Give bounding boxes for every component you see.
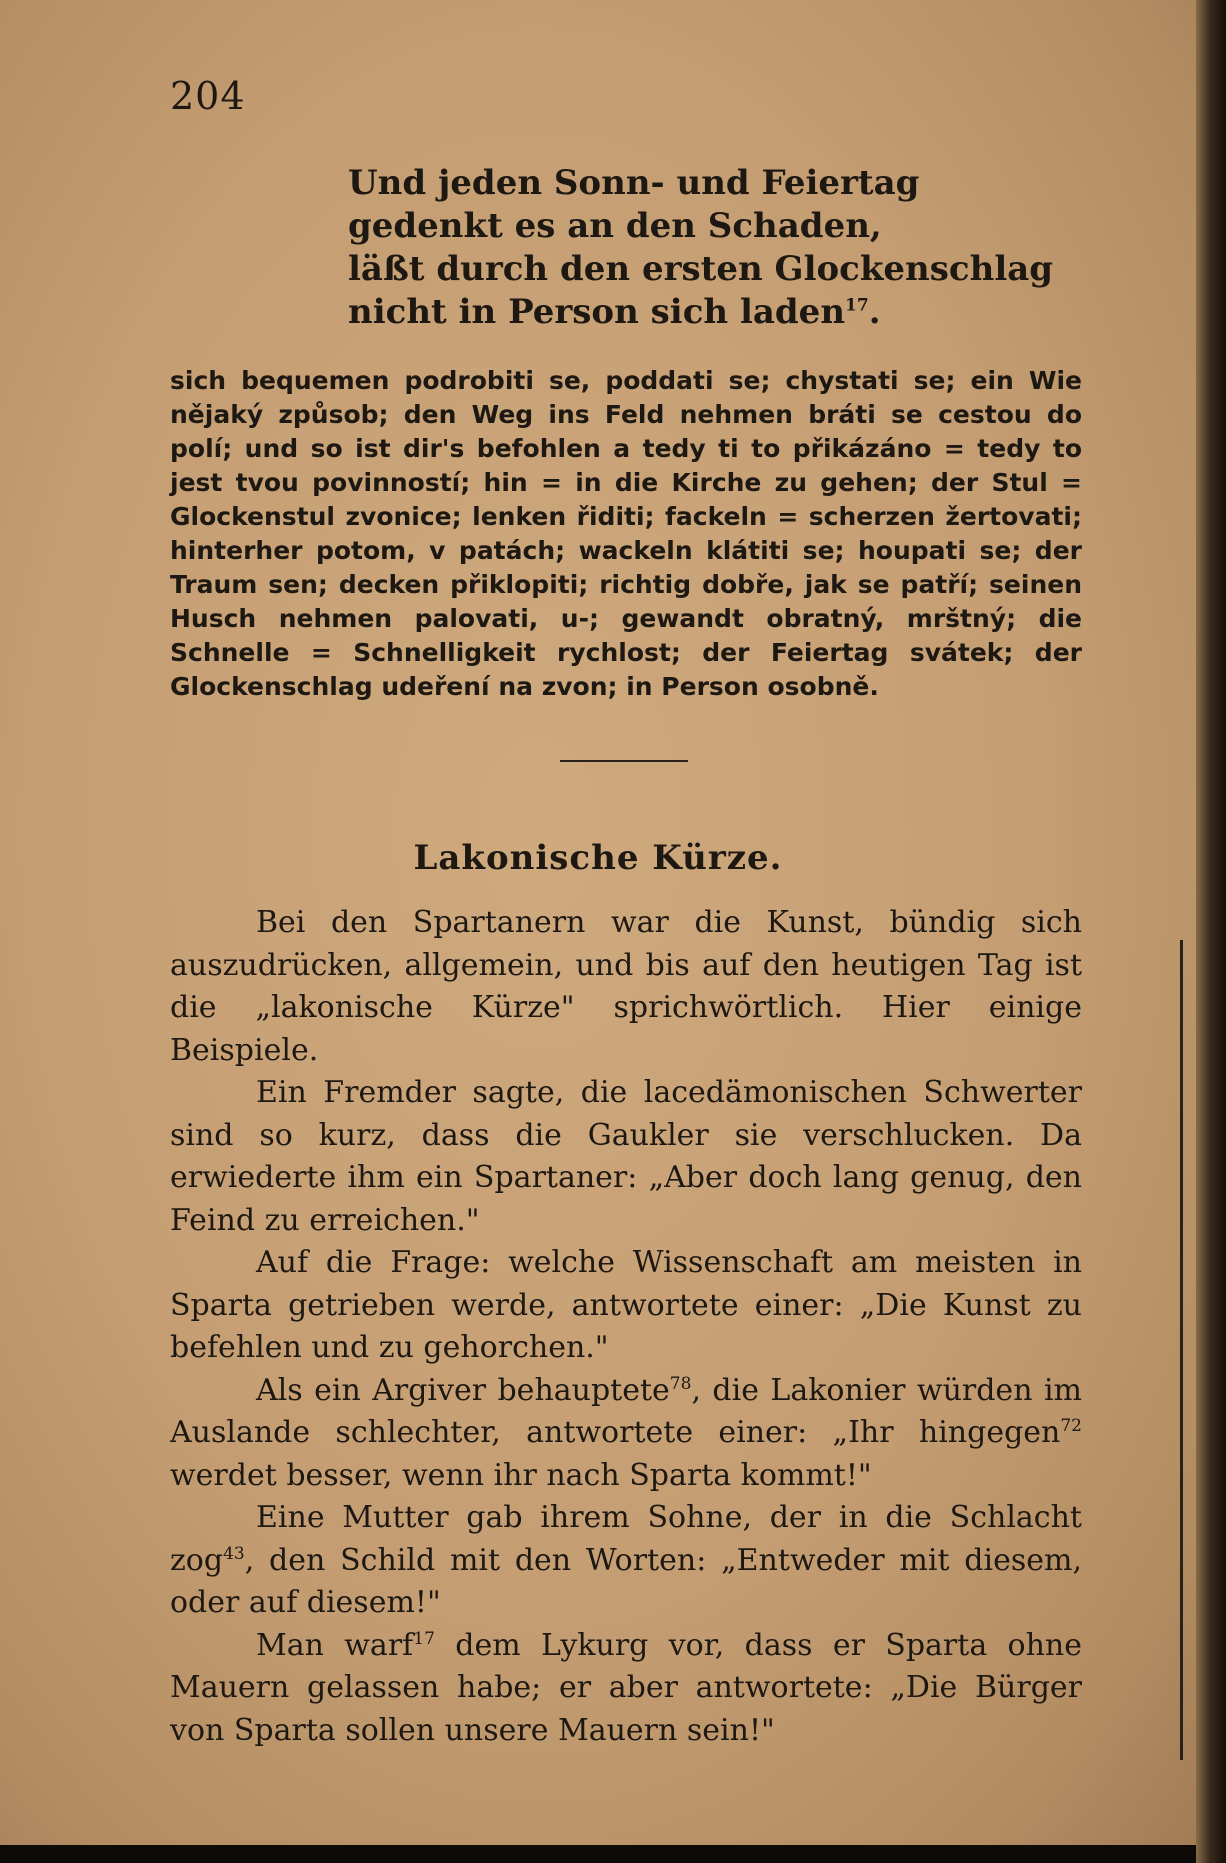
verse-line-4-text: nicht in Person sich laden (348, 292, 846, 332)
prose-body (170, 902, 1082, 1752)
paragraph-1 (170, 902, 1082, 1072)
paragraph-text: dem Lykurg vor, dass er Sparta ohne Mauern gelassen habe; er aber antwortete: „Die Bürger von Sparta sollen unsere Mauern sein!" (170, 1627, 1082, 1748)
paragraph-2 (170, 1072, 1082, 1242)
book-spine-edge (1196, 0, 1226, 1863)
paragraph-text: Man warf (256, 1627, 414, 1663)
paragraph-text: Ein Fremder sagte, die lacedämonischen Schwerter sind so kurz, dass die Gaukler sie verschlucken. Da erwiederte ihm ein Spartaner: „Aber doch lang genug, den Feind zu erreichen." (170, 1075, 1082, 1238)
paragraph-text: Als ein Argiver behauptete (256, 1372, 670, 1408)
paragraph-text: , die Lakonier würden im Auslande schlechter, antwortete einer: „Ihr hingegen (170, 1372, 1082, 1450)
footnote-ref: 17 (413, 1628, 435, 1649)
paragraph-6 (170, 1625, 1082, 1753)
footnote-ref: 43 (223, 1543, 245, 1564)
paragraph-text: Eine Mutter gab ihrem Sohne, der in die Schlacht zog (170, 1500, 1082, 1578)
glossary-notes: sich bequemen podrobiti se, poddati se; chystati se; ein Wie nějaký způsob; den Weg ins Feld nehmen bráti se cestou do polí; und so ist dir's befohlen a tedy ti to přikázáno = tedy to jest tvou povinností; hin = in die Kirche zu gehen; der Stul = Glockenstul zvonice; lenken řiditi; fackeln = scherzen žertovati; hinterher potom, v patách; wackeln klátiti se; houpati se; der Traum sen; decken přiklopiti; richtig dobře, jak se patří; seinen Husch nehmen palovati, u-; gewandt obratný, mrštný; die Schnelle = Schnelligkeit rychlost; der Feiertag svátek; der Glockenschlag udeření na zvon; in Person osobně. (170, 366, 1082, 701)
section-title: Lakonische Kürze. (413, 838, 783, 878)
page-fold-line (1180, 940, 1183, 1760)
paragraph-text: werdet besser, wenn ihr nach Sparta kommt!" (170, 1457, 872, 1493)
paragraph-text: Bei den Spartanern war die Kunst, bündig sich auszudrücken, allgemein, und bis auf den heutigen Tag ist die „lakonische Kürze" sprichwörtlich. Hier einige Beispiele. (170, 905, 1082, 1068)
paragraph-text: Auf die Frage: welche Wissenschaft am meisten in Sparta getrieben werde, antwortete einer: „Die Kunst zu befehlen und zu gehorchen." (170, 1245, 1082, 1365)
paragraph-text: , den Schild mit den Worten: „Entweder mit diesem, oder auf diesem!" (170, 1542, 1082, 1620)
verse-line-2: gedenkt es an den Schaden, (348, 206, 882, 246)
verse-stanza (348, 162, 1054, 334)
verse-line-1: Und jeden Sonn- und Feiertag (348, 163, 920, 203)
verse-line-4: nicht in Person sich laden$^{17}$. (348, 292, 881, 332)
paragraph-4 (170, 1370, 1082, 1498)
verse-line-3: läßt durch den ersten Glockenschlag (348, 249, 1054, 289)
section-divider (560, 760, 688, 762)
paragraph-5 (170, 1497, 1082, 1625)
page-number: 204 (170, 74, 246, 118)
footnote-ref: 72 (1060, 1416, 1082, 1436)
footnote-ref: 17 (845, 295, 869, 316)
footnote-ref: 78 (669, 1373, 692, 1394)
paragraph-3 (170, 1242, 1082, 1370)
